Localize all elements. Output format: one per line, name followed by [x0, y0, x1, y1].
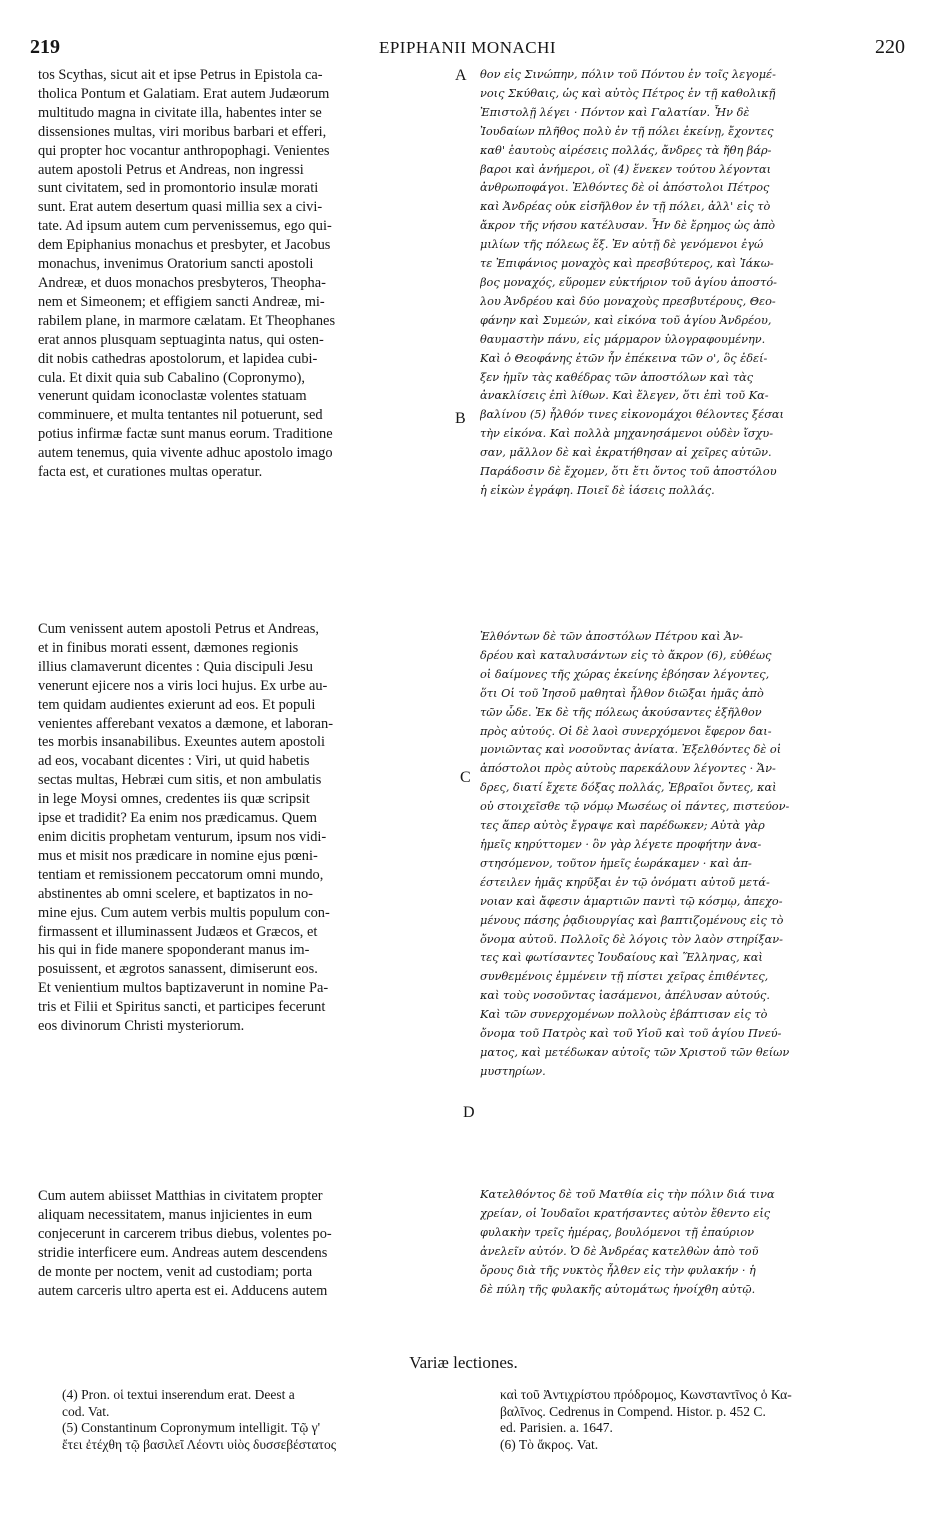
text-line: ὄνομα τοῦ Πατρὸς καὶ τοῦ Υἱοῦ καὶ τοῦ ἁγίου Πνεύ- [480, 1027, 782, 1041]
text-line: μυστηρίων. [480, 1064, 546, 1078]
text-line: stridie interficere eum. Andreas autem descendens [38, 1244, 328, 1261]
text-line: Καὶ τῶν συνερχομένων πολλοὺς ἐβάπτισαν εἰς τὸ [480, 1008, 768, 1022]
text-line: multitudo magna in civitate illa, habentes inter se [38, 104, 322, 121]
text-line: ὄρους διὰ τῆς νυκτὸς ἦλθεν εἰς τὴν φυλακήν · ἡ [480, 1263, 756, 1277]
footnote-line: (5) Constantinum Copronymum intelligit. Τῷ γ' [62, 1420, 321, 1435]
text-line: et in finibus morati essent, dæmones regionis [38, 639, 299, 656]
text-line: facta est, et curationes multas operatur. [38, 464, 263, 481]
text-line: firmassent et illuminassent Judæos et Græcos, et [38, 923, 318, 940]
text-line: Cum venissent autem apostoli Petrus et Andreas, [38, 621, 319, 637]
text-line: θαυμαστὴν πάνυ, εἰς μάρμαρον ὑλογραφουμένην. [480, 332, 766, 346]
text-line: erat annos plusquam septuaginta natus, qui osten- [38, 331, 324, 348]
text-line: ἀνακλίσεις ἐπὶ λίθων. Καὶ ἔλεγεν, ὅτι ἐπὶ τοῦ Κα- [480, 389, 769, 403]
text-line: καθ' ἑαυτοὺς αἱρέσεις πολλάς, ἄνδρες τὰ ἤθη βάρ- [480, 143, 772, 157]
text-line: τῶν ὧδε. Ἐκ δὲ τῆς πόλεως ἀκούσαντες ἐξῆλθον [480, 705, 762, 719]
text-line: abstinentes ab omni scelere, et baptizatos in no- [38, 885, 313, 902]
text-line: νοις Σκύθαις, ὡς καὶ αὐτὸς Πέτρος ἐν τῇ καθολικῇ [480, 86, 776, 100]
text-line: mine ejus. Cum autem verbis multis populum con- [38, 904, 330, 921]
text-line: tentiam et remissionem peccatorum omni mundo, [38, 866, 324, 883]
margin-marker-a: A [455, 67, 467, 84]
text-line: καὶ Ἀνδρέας οὐκ εἰσῆλθον ἐν τῇ πόλει, ἀλλ' εἰς τὸ [480, 200, 771, 214]
text-line: τες καὶ φωτίσαντες Ἰουδαίους καὶ Ἕλληνας, καὶ [480, 951, 763, 965]
text-line: tes morbis insanabilibus. Exeuntes autem apostoli [38, 734, 325, 751]
text-line: νοιαν καὶ ἄφεσιν ἁμαρτιῶν παντὶ τῷ κόσμῳ, ἀπεχο- [480, 894, 783, 908]
text-line: in lege Moysi omnes, credentes iis quæ scripsit [38, 791, 310, 808]
text-line: tholica Pontum et Galatiam. Erat autem Judæorum [38, 85, 330, 102]
text-line: autem tenemus, quia vivente adhuc apostolo imago [38, 445, 333, 462]
text-line: ἡμεῖς κηρύττομεν · ὃν γὰρ λέγετε προφήτην ἀνα- [480, 837, 762, 851]
page-number-right: 220 [875, 36, 905, 58]
text-line: δρέου καὶ καταλυσάντων εἰς τὸ ἄκρον (6), εὐθέως [480, 648, 772, 662]
text-line: μονιῶντας καὶ νοσοῦντας ἀνίατα. Ἐξελθόντες δὲ οἱ [480, 743, 782, 757]
greek-paragraph-2 [480, 628, 912, 1082]
text-line: nem et Simeonem; et effigiem sancti Andreæ, mi- [38, 293, 325, 310]
text-line: cula. Et dixit quia sub Cabalino (Copronymo), [38, 369, 305, 386]
text-line: ἡ εἰκὼν ἐγράφη. Ποιεῖ δὲ ἰάσεις πολλάς. [480, 483, 715, 497]
text-line: potius infirmæ factæ sunt manus eorum. Traditione [38, 426, 333, 443]
text-line: δὲ πύλη τῆς φυλακῆς αὐτομάτως ἠνοίχθη αὐτῷ. [480, 1282, 756, 1296]
text-line: tem quidam audientes exierunt ad eos. Et populi [38, 696, 316, 713]
text-line: ματος, καὶ μετέδωκαν αὐτοῖς τῶν Χριστοῦ τῶν θείων [480, 1045, 790, 1059]
text-line: στησόμενον, τοῦτον ἡμεῖς ἑωράκαμεν · καὶ ἀπ- [480, 856, 752, 870]
greek-paragraph-1 [480, 66, 912, 501]
text-line: ἄκρον τῆς νήσου κατέλυσαν. Ἦν δὲ ἔρημος ὡς ἀπὸ [480, 219, 776, 233]
margin-marker-d: D [463, 1104, 475, 1121]
text-line: μένους πάσης ῥᾳδιουργίας καὶ βαπτιζομένους εἰς τὸ [480, 913, 784, 927]
footnote-line: (4) Pron. οἱ textui inserendum erat. Deest a [62, 1387, 295, 1402]
page-number-left: 219 [30, 36, 60, 58]
text-line: illius clamaverunt dicentes : Quia discipuli Jesu [38, 658, 313, 675]
text-line: tate. Ad ipsum autem cum pervenissemus, ego qui- [38, 218, 332, 235]
text-line: eos divinorum Christi mysteriorum. [38, 1018, 245, 1035]
text-line: tris et Filii et Spiritus sancti, et participes fecerunt [38, 999, 326, 1016]
text-line: μιλίων τῆς πόλεως ἕξ. Ἐν αὐτῇ δὲ γενόμενοι ἐγώ [480, 238, 764, 252]
text-line: ἀπόστολοι πρὸς αὐτοὺς παρεκάλουν λέγοντες · Ἄν- [480, 762, 776, 776]
text-line: venerunt quidam iconoclastæ volentes statuam [38, 388, 307, 405]
footnote-line: (6) Τὸ ἄκρος. Vat. [500, 1436, 599, 1452]
text-line: conjecerunt in carcerem tribus diebus, volentes po- [38, 1225, 332, 1242]
text-line: his qui in fide manere spoponderant manus im- [38, 942, 310, 959]
text-line: οἱ δαίμονες τῆς χώρας ἐκείνης ἐβόησαν λέγοντες, [480, 667, 770, 681]
text-line: φυλακὴν τρεῖς ἡμέρας, βουλόμενοι τῇ ἐπαύριον [480, 1225, 755, 1239]
text-line: rabilem plane, in marmore cælatam. Et Theophanes [38, 312, 336, 329]
text-line: βος μοναχός, εὕρομεν εὐκτήριον τοῦ ἁγίου ἀποστό- [480, 275, 777, 289]
text-line: ad eos, vocabant dicentes : Viri, ut quid habetis [38, 753, 310, 770]
text-line: tos Scythas, sicut ait et ipse Petrus in Epistola ca- [38, 67, 323, 83]
margin-marker-c: C [460, 769, 471, 786]
text-line: ἀνελεῖν αὐτόν. Ὁ δὲ Ἀνδρέας κατελθὼν ἀπὸ τοῦ [480, 1244, 759, 1258]
text-line: συνθεμένοις ἐμμένειν τῇ πίστει χεῖρας ἐπιθέντες, [480, 970, 769, 984]
text-line: σαν, μᾶλλον δὲ καὶ ἐκρατήθησαν αἱ χεῖρες αὐτῶν. [480, 446, 772, 460]
text-line: monachus, invenimus Oratorium sancti apostoli [38, 256, 314, 273]
text-line: enim dicitis prophetam venturum, ipsum nos vidi- [38, 828, 327, 845]
text-line: dit nobis cathedras apostolorum, et lapidea cubi- [38, 350, 318, 367]
text-line: Ἐπιστολῇ λέγει · Πόντον καὶ Γαλατίαν. Ἦν δὲ [480, 105, 750, 119]
page-title: EPIPHANII MONACHI [378, 38, 557, 57]
text-line: οὐ στοιχεῖσθε τῷ νόμῳ Μωσέως οἱ πάντες, πιστεύον- [480, 800, 790, 814]
footnotes-right [500, 1387, 890, 1453]
footnote-line: ed. Parisien. a. 1647. [500, 1420, 613, 1435]
variae-lectiones-heading: Variæ lectiones. [409, 1353, 518, 1372]
text-line: φάνην καὶ Συμεών, καὶ εἰκόνα τοῦ ἁγίου Ἀνδρέου, [480, 313, 772, 327]
text-line: θον εἰς Σινώπην, πόλιν τοῦ Πόντου ἐν τοῖς λεγομέ- [480, 68, 776, 81]
text-line: comminuere, et multa tentantes nil potuerunt, sed [38, 407, 323, 424]
text-line: Et venientium multos baptizaverunt in nomine Pa- [38, 980, 329, 997]
text-line: Cum autem abiisset Matthias in civitatem propter [38, 1188, 323, 1204]
text-line: καὶ τοὺς νοσοῦντας ἰασάμενοι, ἀπέλυσαν αὐτούς. [480, 989, 770, 1003]
text-line: τὴν εἰκόνα. Καὶ πολλὰ μηχανησάμενοι οὐδὲν ἴσχυ- [480, 427, 774, 441]
running-head [30, 36, 905, 62]
text-line: δρες, διατί ἔχετε δόξας πολλάς, Ἑβραῖοι ὄντες, καὶ [480, 781, 777, 795]
latin-paragraph-1 [38, 66, 452, 482]
text-line: dissensiones multas, viri moribus barbari et efferi, [38, 123, 327, 140]
text-line: πρὸς αὐτούς. Οἱ δὲ λαοὶ συνερχόμενοι ἔφερον δαι- [480, 724, 772, 738]
text-line: autem carceris ultro aperta est ei. Adducens autem [38, 1282, 328, 1299]
footnote-line: βαλῖνος. Cedrenus in Compend. Histor. p. 452 C. [500, 1403, 766, 1419]
footnote-line: cod. Vat. [62, 1403, 110, 1419]
text-line: χρείαν, οἱ Ἰουδαῖοι κρατήσαντες αὐτὸν ἔθεντο εἰς [480, 1206, 771, 1220]
text-line: venerunt ejicere nos a viris loci hujus. Ex urbe au- [38, 677, 328, 694]
text-line: ἀνθρωποφάγοι. Ἐλθόντες δὲ οἱ ἀπόστολοι Πέτρος [480, 181, 770, 195]
text-line: Andreæ, et duos monachos presbyteros, Theopha- [38, 274, 326, 291]
text-line: posuissent, et ægrotos sanassent, dimiserunt eos. [38, 961, 318, 978]
text-line: ὅτι Οἱ τοῦ Ἰησοῦ μαθηταὶ ἦλθον διῶξαι ἡμᾶς ἀπὸ [480, 686, 764, 700]
text-line: Ἐλθόντων δὲ τῶν ἀποστόλων Πέτρου καὶ Ἀν- [480, 630, 743, 643]
text-line: έστειλεν ἡμᾶς κηρῦξαι ἐν τῷ ὀνόματι αὐτοῦ μετά- [480, 875, 770, 889]
footnote-line: καὶ τοῦ Ἀντιχρίστου πρόδρομος, Κωνσταντῖνος ὁ Κα- [500, 1387, 792, 1402]
text-line: λου Ἀνδρέου καὶ δύο μοναχοὺς πρεσβυτέρους, Θεο- [480, 294, 776, 308]
text-line: Κατελθόντος δὲ τοῦ Ματθία εἰς τὴν πόλιν διά τινα [480, 1188, 775, 1201]
footnote-line: ἔτει ἐτέχθη τῷ βασιλεῖ Λέοντι υἱὸς δυσσεβέστατος [62, 1436, 337, 1452]
text-line: βαροι καὶ ἀνήμεροι, οἳ (4) ἕνεκεν τούτου λέγονται [480, 162, 772, 176]
text-line: aliquam necessitatem, manus injicientes in eum [38, 1206, 313, 1223]
greek-paragraph-3 [480, 1186, 912, 1299]
text-line: de monte per noctem, venit ad custodiam; porta [38, 1263, 313, 1280]
text-line: sectas multas, Hebræi cum sitis, et non ambulatis [38, 772, 322, 789]
text-line: sunt civitatem, sed in promontorio insulæ morati [38, 180, 319, 197]
text-line: Καὶ ὁ Θεοφάνης ἐτῶν ἦν ἐπέκεινα τῶν ο', ὃς ἐδεί- [480, 351, 768, 365]
text-line: mus et misit nos prædicare in nomine ejus pœni- [38, 847, 318, 864]
text-line: dem Epiphanius monachus et presbyter, et Jacobus [38, 237, 331, 254]
latin-paragraph-3 [38, 1187, 452, 1300]
footnotes-left [62, 1387, 472, 1453]
text-line: ὄνομα αὐτοῦ. Πολλοῖς δὲ λόγοις τὸν λαὸν στηρίξαν- [480, 932, 783, 946]
text-line: ξεν ἡμῖν τὰς καθέδρας τῶν ἀποστόλων καὶ τὰς [480, 370, 754, 384]
text-line: sunt. Erat autem desertum quasi millia sex a civi- [38, 199, 323, 216]
margin-marker-b: B [455, 410, 466, 427]
text-line: venientes afferebant vexatos a dæmone, et laboran- [38, 715, 334, 732]
text-line: Ἰουδαίων πλῆθος πολὺ ἐν τῇ πόλει ἐκείνῃ, ἔχοντες [480, 124, 774, 138]
text-line: Παράδοσιν δὲ ἔχομεν, ὅτι ἔτι ὄντος τοῦ ἀποστόλου [480, 465, 777, 479]
text-line: τες ἅπερ αὐτὸς ἔγραψε καὶ παρέδωκεν; Αὐτὰ γὰρ [480, 819, 765, 833]
text-line: qui propter hoc vocantur anthropophagi. Venientes [38, 142, 330, 159]
text-line: τε Ἐπιφάνιος μοναχὸς καὶ πρεσβύτερος, καὶ Ἰάκω- [480, 257, 774, 271]
latin-paragraph-2 [38, 620, 452, 1036]
text-line: βαλίνου (5) ἦλθόν τινες εἰκονομάχοι θέλοντες ξέσαι [480, 408, 784, 422]
text-line: ipse et tradidit? Ea enim nos prædicamus. Quem [38, 810, 317, 827]
text-line: autem apostoli Petrus et Andreas, non ingressi [38, 161, 304, 178]
